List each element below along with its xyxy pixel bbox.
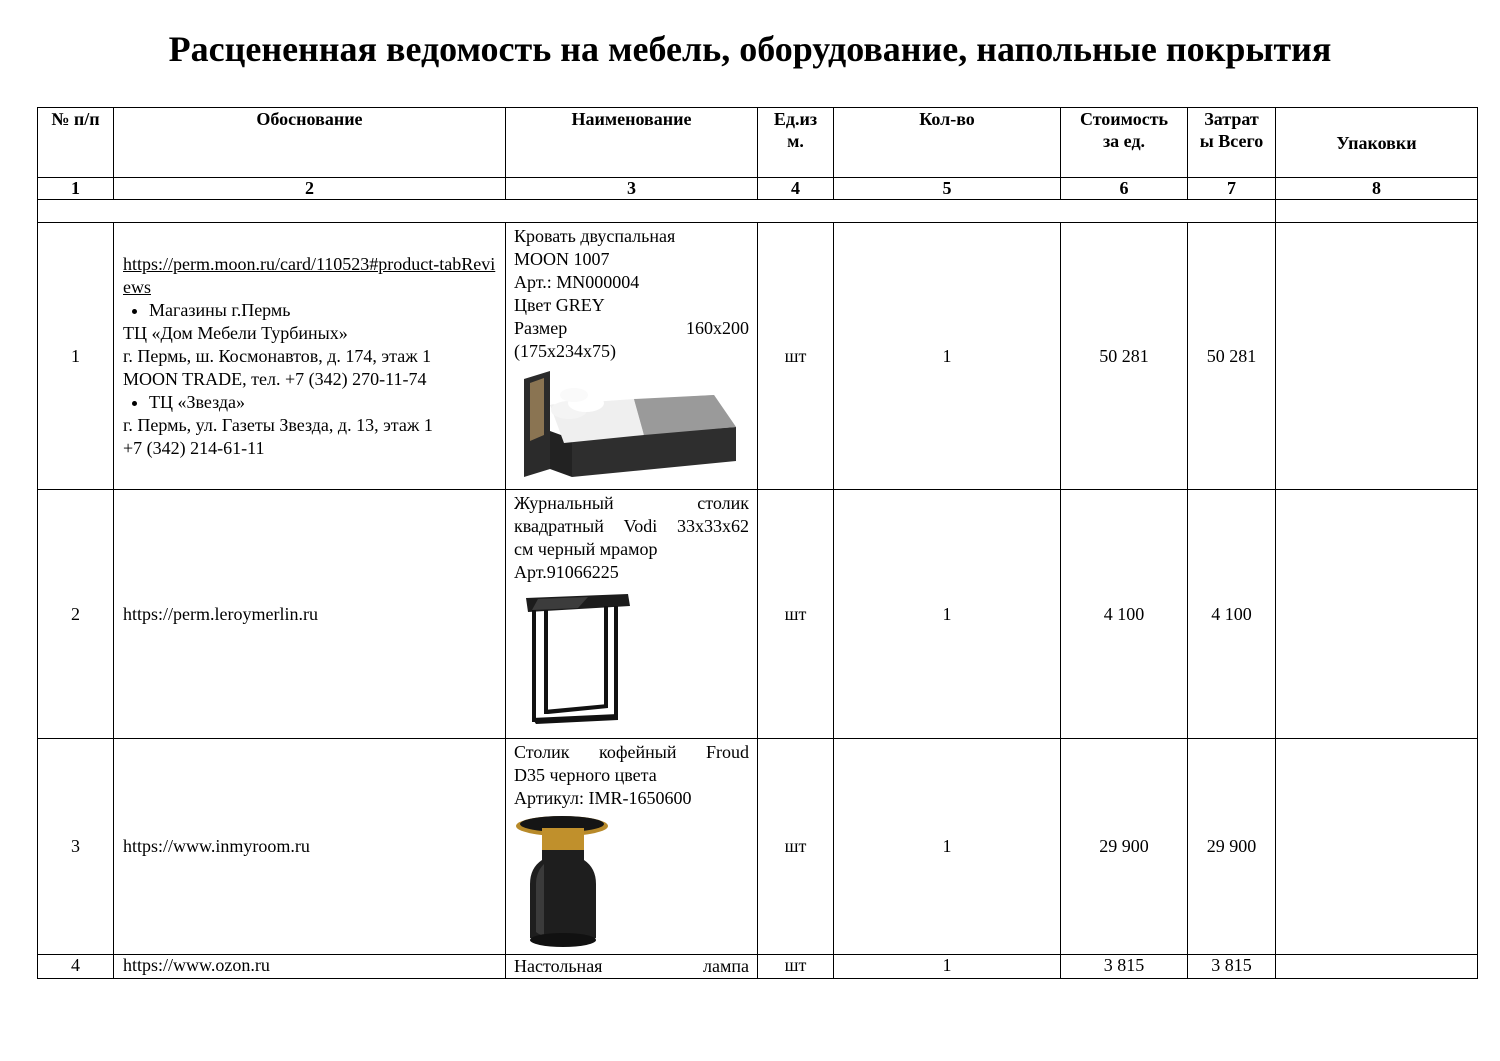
row-num: 4: [38, 955, 114, 979]
row-total: 29 900: [1188, 739, 1276, 955]
name-text: см черный мрамор: [514, 539, 658, 559]
basis-text: г. Пермь, ш. Космонавтов, д. 174, этаж 1: [123, 345, 432, 366]
row-price: 29 900: [1061, 739, 1188, 955]
row-pack: [1276, 490, 1478, 739]
col-number: 7: [1188, 178, 1276, 200]
name-text: Арт.91066225: [514, 562, 619, 582]
row-pack: [1276, 739, 1478, 955]
table-row: [38, 739, 1478, 955]
name-text: Артикул: IMR-1650600: [514, 788, 692, 808]
row-total: 3 815: [1188, 955, 1276, 979]
row-unit: шт: [758, 490, 834, 739]
col-number: 2: [114, 178, 506, 200]
basis-bullet: • Магазины г.Пермь: [149, 299, 499, 322]
basis-link[interactable]: https://perm.moon.ru/card/110523#product-tabReviews: [123, 253, 496, 297]
basis-text: ТЦ «Дом Мебели Турбиных»: [123, 322, 348, 343]
name-text: D35 черного цвета: [514, 765, 657, 785]
row-num: 3: [38, 739, 114, 955]
row-price: 4 100: [1061, 490, 1188, 739]
header-num: № п/п: [38, 108, 114, 178]
coffee-table-image: [512, 812, 622, 952]
section-row: [38, 200, 1478, 223]
col-number: 1: [38, 178, 114, 200]
name-text: Кровать двуспальная: [514, 226, 676, 246]
row-name: [506, 739, 758, 955]
name-text: Журнальный столик: [514, 493, 749, 513]
row-total: 4 100: [1188, 490, 1276, 739]
row-unit: шт: [758, 223, 834, 490]
section-cell: [38, 200, 1276, 223]
row-unit: шт: [758, 739, 834, 955]
table-row: [38, 955, 1478, 979]
row-name: [506, 490, 758, 739]
row-price: 50 281: [1061, 223, 1188, 490]
col-number: 3: [506, 178, 758, 200]
row-pack: [1276, 955, 1478, 979]
header-qty: Кол-во: [834, 108, 1061, 178]
col-number: 6: [1061, 178, 1188, 200]
header-row: [38, 108, 1478, 178]
name-text: (175x234x75): [514, 341, 616, 361]
column-number-row: [38, 178, 1478, 200]
price-table: [37, 107, 1478, 979]
row-unit: шт: [758, 955, 834, 979]
col-number: 5: [834, 178, 1061, 200]
basis-text: MOON TRADE, тел. +7 (342) 270-11-74: [123, 368, 427, 389]
row-price: 3 815: [1061, 955, 1188, 979]
row-num: 1: [38, 223, 114, 490]
name-text: Настольная лампа: [514, 956, 749, 976]
table-row: [38, 223, 1478, 490]
row-pack: [1276, 223, 1478, 490]
row-name: [506, 223, 758, 490]
header-unit: Ед.из м.: [758, 108, 834, 178]
basis-text: +7 (342) 214-61-11: [123, 437, 265, 458]
table-row: [38, 490, 1478, 739]
row-basis: https://www.inmyroom.ru: [114, 739, 506, 955]
name-text: квадратный Vodi 33x33x62: [514, 516, 749, 536]
section-cell-pack: [1276, 200, 1478, 223]
row-num: 2: [38, 490, 114, 739]
header-price: Стоимость за ед.: [1061, 108, 1188, 178]
row-basis: https://perm.leroymerlin.ru: [114, 490, 506, 739]
header-pack: Упаковки: [1276, 108, 1478, 178]
row-qty: 1: [834, 739, 1061, 955]
row-qty: 1: [834, 955, 1061, 979]
row-basis: [114, 223, 506, 490]
header-basis: Обоснование: [114, 108, 506, 178]
row-qty: 1: [834, 223, 1061, 490]
row-basis: https://www.ozon.ru: [114, 955, 506, 979]
page-title: Расцененная ведомость на мебель, оборудование, напольные покрытия: [168, 29, 1332, 69]
name-text: Столик кофейный Froud: [514, 742, 749, 762]
row-total: 50 281: [1188, 223, 1276, 490]
basis-bullet: • ТЦ «Звезда»: [149, 391, 499, 414]
name-text: Арт.: MN000004: [514, 272, 640, 292]
header-name: Наименование: [506, 108, 758, 178]
name-text: Цвет GREY: [514, 295, 605, 315]
basis-text: г. Пермь, ул. Газеты Звезда, д. 13, этаж 1: [123, 414, 433, 435]
header-total: Затрат ы Всего: [1188, 108, 1276, 178]
bed-image: [514, 365, 744, 485]
col-number: 8: [1276, 178, 1478, 200]
name-text: MOON 1007: [514, 249, 610, 269]
row-name: [506, 955, 758, 979]
row-qty: 1: [834, 490, 1061, 739]
side-table-image: [518, 588, 638, 728]
name-text: Размер 160x200: [514, 318, 749, 338]
col-number: 4: [758, 178, 834, 200]
